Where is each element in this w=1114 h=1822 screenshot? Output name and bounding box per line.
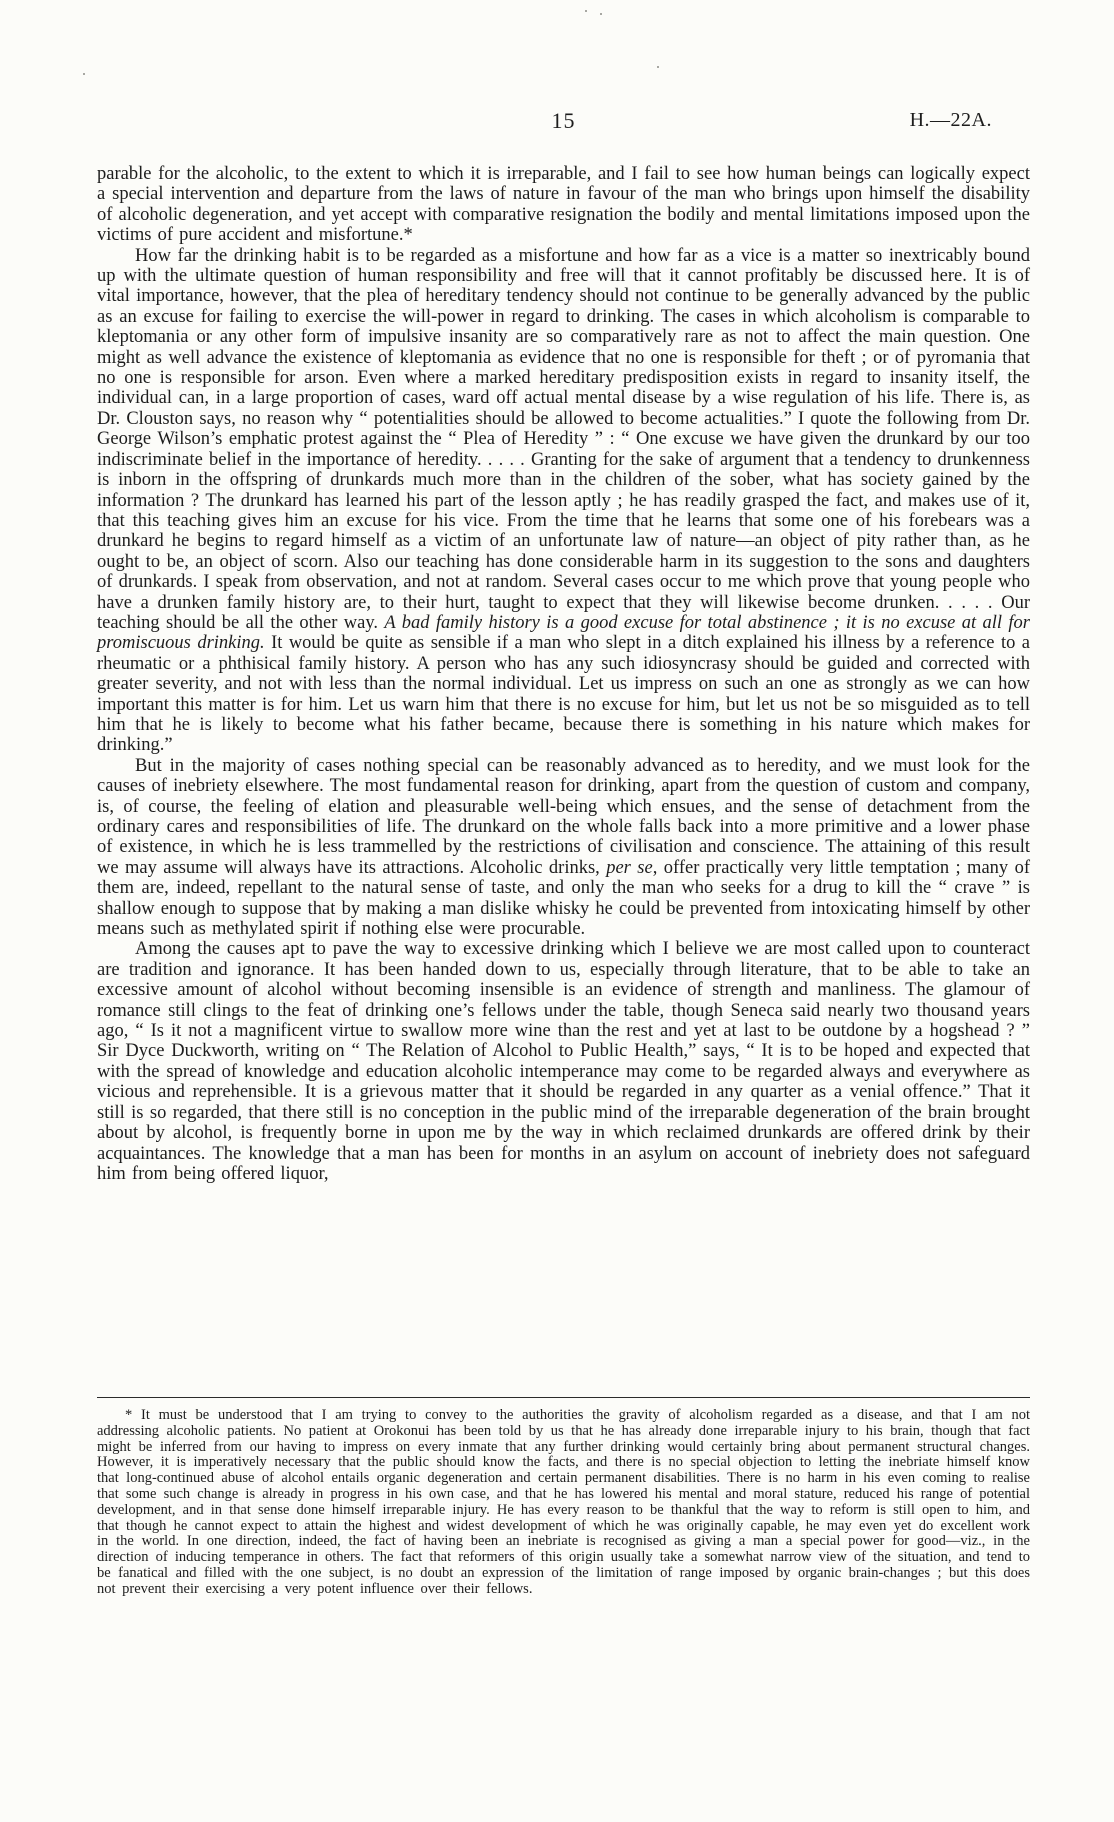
text-run: * It must be understood that I am trying to convey to the authorities the gravity of alcoholism regarded as a disease, and that I am not addressing alcoholic patients. No patient at Orokonui has been told by us that he has already done irreparable injury to his brain, though that fact might be inferred from our having to impress on every inmate that any further drinking would certainly bring about permanent structural changes. However, it is imperatively necessary that the public should know the facts, and there is no special objection to letting the inebriate himself know that long-continued abuse of alcohol entails organic degeneration and certain permanent disabilities. There is no harm in his even coming to realise that some such change is already in progress in his own case, and that he has lowered his mental and moral stature, reduced his range of potential development, and in that sense done himself irreparable injury. He has every reason to be thankful that the way to reform is still open to him, and that though he cannot expect to attain the highest and widest development of which he was originally capable, he may even yet do excellent work in the world. In one direction, indeed, the fact of having been an inebriate is recognised as giving a man a special power for good—viz., in the direction of inducing temperance in others. The fact that reformers of this origin usually take a somewhat narrow view of the situation, and tend to be fanatical and filled with the one subject, is no doubt an expression of the limitation of range imposed by organic brain-changes ; but this does not prevent their exercising a very potent influence over their fellows. [97, 1407, 1030, 1597]
document-reference: H.—22A. [909, 109, 992, 131]
footnote-divider [97, 1397, 1030, 1398]
paragraph [97, 756, 1030, 940]
text-run: parable for the alcoholic, to the extent to which it is irreparable, and I fail to see how human beings can logically expect a special intervention and departure from the laws of nature in favour of the man who brings upon himself the disability of alcoholic degeneration, and yet accept with comparative resignation the bodily and mental limitations imposed upon the victims of pure accident and misfortune.* [97, 164, 1030, 246]
page-header [97, 108, 1030, 138]
scan-speck [83, 73, 85, 75]
footnote-text [97, 1408, 1030, 1598]
body-paragraphs [97, 164, 1030, 1184]
scan-speck [657, 66, 659, 68]
text-run: It would be quite as sensible if a man who slept in a ditch explained his illness by a reference to a rheumatic or a phthisical family history. A person who has any such idiosyncrasy should be guided and corrected with greater severity, and not with less than the normal individual. Let us impress on such an one as strongly as we can how important this matter is for him. Let us warn him that there is no excuse for him, but let us not be so misguided as to tell him that he is likely to become what his father became, because there is something in his nature which makes for drinking.” [97, 633, 1030, 756]
footnote [97, 1408, 1030, 1598]
scan-speck [600, 13, 602, 15]
text-run: How far the drinking habit is to be regarded as a misfortune and how far as a vice is a matter so inextricably bound up with the ultimate question of human responsibility and free will that it cannot profitably be discussed here. It is of vital importance, however, that the plea of hereditary tendency should not continue to be generally advanced by the public as an excuse for failing to exercise the will-power in regard to drinking. The cases in which alcoholism is comparable to kleptomania or any other form of impulsive insanity are so comparatively rare as not to affect the main question. One might as well advance the existence of kleptomania as evidence that no one is responsible for theft ; or of pyromania that no one is responsible for arson. Even where a marked hereditary predisposition exists in regard to insanity itself, the individual can, in a large proportion of cases, ward off actual mental disease by a wise regulation of his life. There is, as Dr. Clouston says, no reason why “ potentialities should be allowed to become actualities.” I quote the following from Dr. George Wilson’s emphatic protest against the “ Plea of Heredity ” : “ One excuse we have given the drunkard by our too indiscriminate belief in the importance of heredity. . . . . Granting for the sake of argument that a tendency to drunkenness is inborn in the offspring of drunkards much more than in the children of the sober, what has society gained by the information ? The drunkard has learned his part of the lesson aptly ; he has readily grasped the fact, and makes use of it, that this teaching gives him an excuse for his vice. From the time that he learns that some one of his forebears was a drunkard he begins to regard himself as a victim of an unfortunate law of nature—an object of pity rather than, as he ought to be, an object of scorn. Also our teaching has done considerable harm in its suggestion to the sons and daughters of drunkards. I speak from observation, and not at random. Several cases occur to me which prove that young people who have a drunken family history are, to their hurt, taught to expect that they will likewise become drunken. . . . . Our teaching should be all the other way. [97, 245, 1030, 633]
italic-text-run: per se [606, 857, 653, 878]
text-run: , offer practically very little temptation ; many of them are, indeed, repellant to the natural sense of taste, and only the man who seeks for a drug to kill the “ crave ” is shallow enough to suppose that by making a man dislike whisky he could be prevented from intoxicating himself by other means such as methylated spirit if nothing else were procurable. [97, 857, 1031, 940]
scan-speck [585, 10, 587, 12]
italic-text-run: A bad family history is a good excuse for total abstinence ; it is no excuse at all for promiscuous drinking. [97, 612, 1031, 654]
text-run: Among the causes apt to pave the way to excessive drinking which I believe we are most called upon to counteract are tradition and ignorance. It has been handed down to us, especially through literature, that to be able to take an excessive amount of alcohol without becoming insensible is an evidence of strength and manliness. The glamour of romance still clings to the feat of drinking one’s fellows under the table, though Seneca said nearly two thousand years ago, “ Is it not a magnificent virtue to swallow more wine than the rest and yet at last to be outdone by a hogshead ? ” Sir Dyce Duckworth, writing on “ The Relation of Alcohol to Public Health,” says, “ It is to be hoped and expected that with the spread of knowledge and education alcoholic intemperance may come to be regarded always and everywhere as vicious and reprehensible. It is a grievous matter that it should be regarded in any quarter as a venial offence.” That it still is so regarded, that there still is no conception in the public mind of the irreparable degeneration of the brain brought about by alcohol, is frequently borne in upon me by the way in which reclaimed drunkards are offered drink by their acquaintances. The knowledge that a man has been for months in an asylum on account of inebriety does not safeguard him from being offered liquor, [97, 939, 1030, 1184]
page-number: 15 [551, 108, 576, 133]
text-run: But in the majority of cases nothing special can be reasonably advanced as to heredity, and we must look for the causes of inebriety elsewhere. The most fundamental reason for drinking, apart from the question of custom and company, is, of course, the feeling of elation and pleasurable well-being which ensues, and the sense of detachment from the ordinary cares and responsibilities of life. The drunkard on the whole falls back into a more primitive and a lower phase of existence, in which he is less trammelled by the restrictions of civilisation and conscience. The attaining of this result we may assume will always have its attractions. Alcoholic drinks, [97, 755, 1030, 878]
paragraph [97, 939, 1030, 1184]
paragraph [97, 164, 1030, 246]
paragraph [97, 246, 1030, 756]
